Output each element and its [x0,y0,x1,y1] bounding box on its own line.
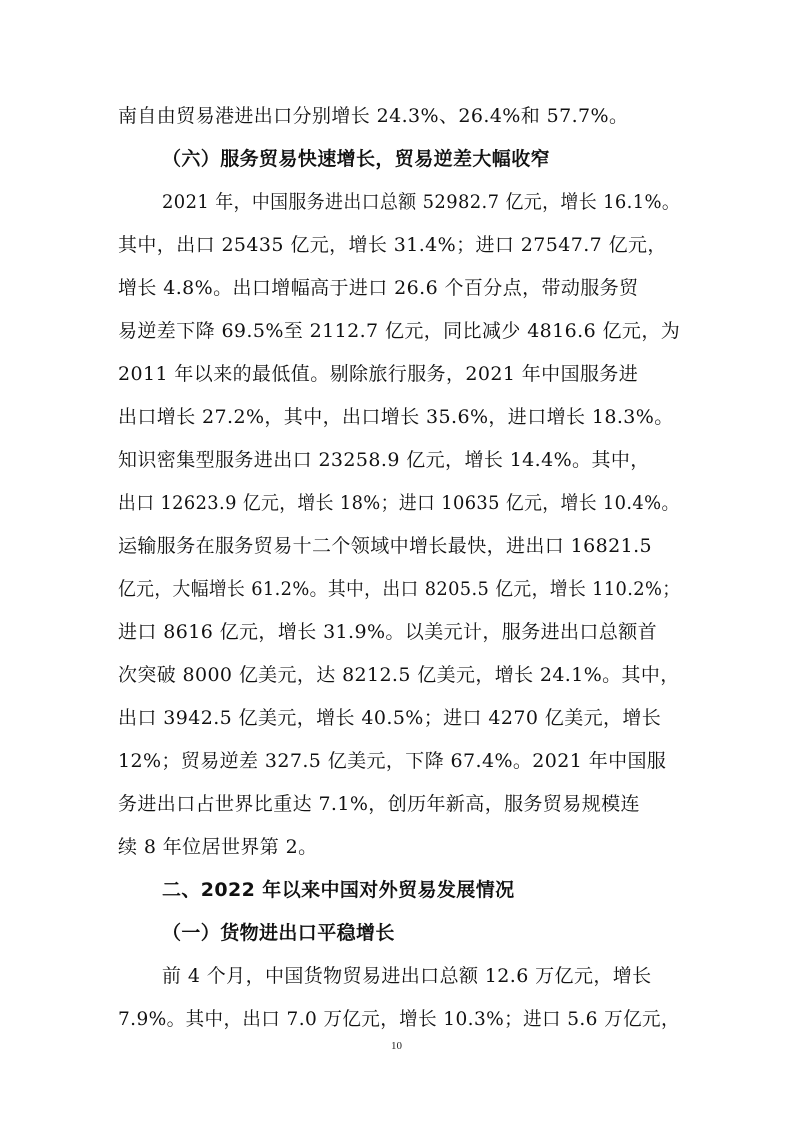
paragraph-line: 亿元，大幅增长 61.2%。其中，出口 8205.5 亿元，增长 110.2%； [118,578,681,600]
paragraph-line: 知识密集型服务进出口 23258.9 亿元，增长 14.4%。其中， [118,449,650,471]
paragraph-line: 前 4 个月，中国货物贸易进出口总额 12.6 万亿元，增长 [162,965,652,987]
sub-heading: （一）货物进出口平稳增长 [162,922,395,944]
paragraph-line: 2021 年，中国服务进出口总额 52982.7 亿元，增长 16.1%。 [162,191,681,213]
paragraph-line: 易逆差下降 69.5%至 2112.7 亿元，同比减少 4816.6 亿元，为 [118,320,681,342]
paragraph-line: 运输服务在服务贸易十二个领域中增长最快，进出口 16821.5 [118,535,653,557]
paragraph-line: 2011 年以来的最低值。剔除旅行服务，2021 年中国服务进 [118,363,639,385]
paragraph-line: 次突破 8000 亿美元，达 8212.5 亿美元，增长 24.1%。其中， [118,664,680,686]
section-heading: （六）服务贸易快速增长，贸易逆差大幅收窄 [162,148,551,170]
paragraph-line: 进口 8616 亿元，增长 31.9%。以美元计，服务进出口总额首 [118,621,658,643]
part-heading: 二、2022 年以来中国对外贸易发展情况 [162,879,515,901]
paragraph-line: 12%；贸易逆差 327.5 亿美元，下降 67.4%。2021 年中国服 [118,750,667,772]
paragraph-line: 出口 3942.5 亿美元，增长 40.5%；进口 4270 亿美元，增长 [118,707,662,729]
paragraph-line: 7.9%。其中，出口 7.0 万亿元，增长 10.3%；进口 5.6 万亿元， [118,1008,680,1030]
paragraph-line: 南自由贸易港进出口分别增长 24.3%、26.4%和 57.7%。 [118,105,629,127]
paragraph-line: 其中，出口 25435 亿元，增长 31.4%；进口 27547.7 亿元， [118,234,667,256]
paragraph-line: 务进出口占世界比重达 7.1%，创历年新高，服务贸易规模连 [118,793,640,815]
paragraph-line: 增长 4.8%。出口增幅高于进口 26.6 个百分点，带动服务贸 [118,277,639,299]
paragraph-line: 出口 12623.9 亿元，增长 18%；进口 10635 亿元，增长 10.4%。 [118,492,680,514]
paragraph-line: 续 8 年位居世界第 2。 [118,836,318,858]
page-number: 10 [391,1040,402,1052]
paragraph-line: 出口增长 27.2%，其中，出口增长 35.6%，进口增长 18.3%。 [118,406,674,428]
